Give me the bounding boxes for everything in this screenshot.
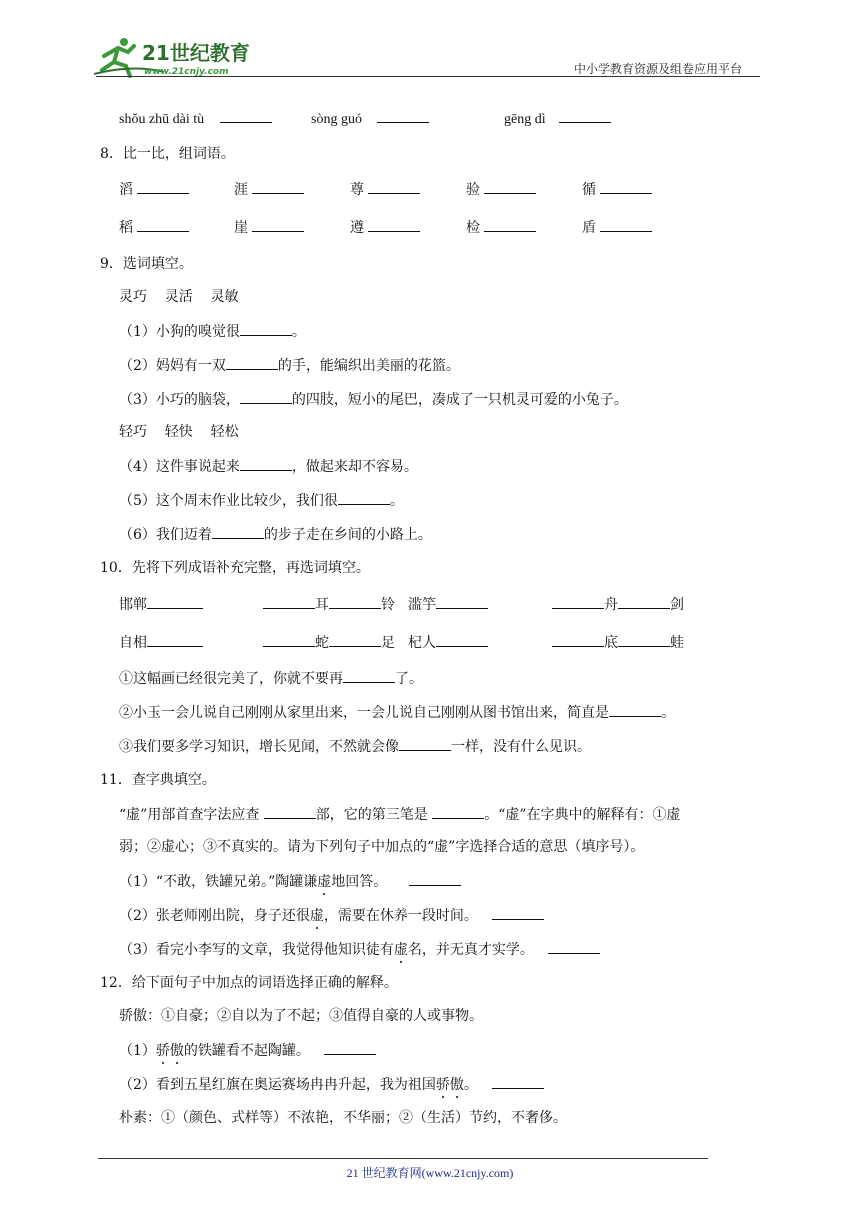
text: 不真实的。请为下列句子中加点的“虚”字选择合适的意思（填序号）。 (217, 839, 645, 855)
circled-number: ③ (119, 739, 133, 755)
footer-text[interactable]: 21 世纪教育网(www.21cnjy.com) (346, 1166, 514, 1180)
char: 尊 (350, 182, 364, 198)
idiom-4 (552, 594, 684, 615)
answer-blank[interactable] (600, 179, 652, 194)
text: 。 (463, 1077, 478, 1093)
q8-row2-item (234, 217, 304, 238)
text: 虚心； (161, 839, 203, 855)
text: 虚 (666, 807, 681, 823)
text: 了。 (395, 671, 423, 687)
answer-blank[interactable] (329, 632, 381, 647)
q11-sentence-1 (119, 871, 461, 892)
text: 自以为了不起； (231, 1008, 329, 1024)
answer-blank[interactable] (492, 1074, 544, 1089)
circled-number: ③ (203, 839, 217, 855)
char: 循 (582, 182, 596, 198)
q8-row1-item (582, 179, 652, 200)
text: 铃 (381, 597, 395, 613)
answer-blank[interactable] (240, 389, 292, 404)
q8-row2-item (466, 217, 536, 238)
q8-row2-item (119, 217, 189, 238)
text: 朴素： (119, 1110, 161, 1126)
answer-blank[interactable] (609, 702, 661, 717)
answer-blank[interactable] (492, 905, 544, 920)
pinyin-2: sòng guó (311, 112, 362, 127)
q8-title: 8．比一比，组词语。 (100, 146, 235, 162)
answer-blank[interactable] (220, 108, 272, 123)
answer-blank[interactable] (432, 804, 484, 819)
header-platform-text: 中小学教育资源及组卷应用平台 (574, 62, 743, 76)
text: 滥竽 (408, 597, 436, 613)
answer-blank[interactable] (263, 594, 315, 609)
dotted-char: 傲 (169, 1043, 184, 1059)
text: （1）小狗的嗅觉很 (119, 324, 240, 340)
text: 自豪； (175, 1008, 217, 1024)
text: 。“虚”在字典中的解释有： (484, 807, 653, 823)
text: 的手，能编织出美丽的花篮。 (277, 358, 460, 374)
text: ，需要在休养一段时间。 (323, 908, 478, 924)
q10-sentence-1 (119, 668, 423, 689)
char: 验 (466, 182, 480, 198)
text: 值得自豪的人或事物。 (343, 1008, 483, 1024)
answer-blank[interactable] (548, 939, 600, 954)
idiom-3 (408, 594, 488, 615)
text: 这幅画已经很完美了，你就不要再 (133, 671, 343, 687)
q8-row1-item (466, 179, 536, 200)
answer-blank[interactable] (252, 217, 304, 232)
dotted-char: 骄 (155, 1043, 170, 1059)
text: （3）小巧的脑袋， (119, 392, 240, 408)
text: （2）看到五星红旗在奥运赛场冉冉升起，我为祖国 (119, 1077, 436, 1093)
q11-line-1 (119, 804, 681, 825)
text: 的步子走在乡间的小路上。 (263, 527, 432, 543)
idiom-5 (119, 632, 203, 653)
char: 遵 (350, 220, 364, 236)
text: 。 (291, 324, 306, 340)
q12-def-1 (119, 1006, 483, 1026)
answer-blank[interactable] (600, 217, 652, 232)
q8-row1-item (350, 179, 420, 200)
text: 名，并无真才实学。 (407, 942, 534, 958)
text: 邯郸 (119, 597, 147, 613)
q11-sentence-3 (119, 939, 600, 960)
text: （5）这个周末作业比较少，我们很 (119, 493, 338, 509)
q9-sentence-6 (119, 524, 432, 545)
answer-blank[interactable] (137, 179, 189, 194)
answer-blank[interactable] (399, 736, 451, 751)
text: （2）妈妈有一双 (119, 358, 226, 374)
q10-sentence-2 (119, 702, 675, 723)
q8-row2-item (582, 217, 652, 238)
circled-number: ② (217, 1008, 231, 1024)
answer-blank[interactable] (484, 217, 536, 232)
q8-row1-item (119, 179, 189, 200)
text: 杞人 (408, 635, 436, 651)
text: 蛇 (315, 635, 329, 651)
text: 舟 (604, 597, 618, 613)
text: （2）张老师刚出院，身子还很 (119, 908, 310, 924)
text: （颜色、式样等）不浓艳，不华丽； (175, 1110, 399, 1126)
q12-sentence-1 (119, 1040, 376, 1061)
answer-blank[interactable] (368, 217, 420, 232)
answer-blank[interactable] (559, 108, 611, 123)
answer-blank[interactable] (137, 217, 189, 232)
answer-blank[interactable] (552, 594, 604, 609)
answer-blank[interactable] (252, 179, 304, 194)
q10-title: 10．先将下列成语补充完整，再选词填空。 (100, 560, 370, 576)
q12-sentence-2 (119, 1074, 544, 1095)
circled-number: ② (119, 705, 133, 721)
answer-blank[interactable] (343, 668, 395, 683)
text: 弱； (119, 839, 147, 855)
text: （1）“不敢，铁罐兄弟。”陶罐谦 (119, 874, 318, 890)
text: （4）这件事说起来 (119, 459, 240, 475)
circled-number: ① (161, 1008, 175, 1024)
text: 一样，没有什么见识。 (451, 739, 591, 755)
answer-blank[interactable] (618, 632, 670, 647)
logo-url-text: www.21cnjy.com (144, 67, 229, 77)
q9-sentence-4 (119, 456, 418, 477)
q9-word-options-2: 轻巧 轻快 轻松 (119, 424, 239, 440)
answer-blank[interactable] (552, 632, 604, 647)
text: 的四肢，短小的尾巴，凑成了一只机灵可爱的小兔子。 (291, 392, 628, 408)
text: （3）看完小李写的文章，我觉得他知识徒有 (119, 942, 394, 958)
answer-blank[interactable] (324, 1040, 376, 1055)
circled-number: ③ (329, 1008, 343, 1024)
text: 小玉一会儿说自己刚刚从家里出来，一会儿说自己刚刚从图书馆出来，简直是 (133, 705, 609, 721)
idiom-1 (119, 594, 203, 615)
text: 自相 (119, 635, 147, 651)
pinyin-1: shǒu zhū dài tù (119, 112, 205, 127)
q12-def-2 (119, 1108, 567, 1128)
text: 地回答。 (331, 874, 388, 890)
dotted-char: 傲 (449, 1077, 464, 1093)
text: （生活）节约，不奢侈。 (413, 1110, 567, 1126)
q8-row1-item (234, 179, 304, 200)
circled-number: ① (161, 1110, 175, 1126)
circled-number: ② (147, 839, 161, 855)
answer-blank[interactable] (329, 594, 381, 609)
site-logo (94, 34, 260, 78)
text: 的铁罐看不起陶罐。 (183, 1043, 310, 1059)
char: 检 (466, 220, 480, 236)
text: 剑 (670, 597, 684, 613)
answer-blank[interactable] (212, 524, 264, 539)
dotted-char: 虚 (393, 942, 408, 958)
answer-blank[interactable] (240, 456, 292, 471)
pinyin-row (119, 108, 272, 130)
idiom-2 (263, 594, 395, 615)
q9-sentence-5 (119, 490, 404, 511)
answer-blank[interactable] (263, 632, 315, 647)
pinyin-item-3 (504, 108, 611, 130)
answer-blank[interactable] (618, 594, 670, 609)
char: 稻 (119, 220, 133, 236)
text: 部，它的第三笔是 (315, 807, 433, 823)
text: 。 (661, 705, 675, 721)
q11-line-2 (119, 837, 644, 857)
answer-blank[interactable] (436, 632, 488, 647)
q9-word-options-1: 灵巧 灵活 灵敏 (119, 289, 239, 305)
footer-divider (98, 1158, 708, 1159)
text: 耳 (315, 597, 329, 613)
text: “虚”用部首查字法应查 (119, 807, 264, 823)
logo-main-text: 21世纪教育 (142, 41, 250, 65)
answer-blank[interactable] (240, 321, 292, 336)
text: （1） (119, 1043, 156, 1059)
dotted-char: 虚 (317, 874, 332, 890)
q9-sentence-1 (119, 321, 306, 342)
answer-blank[interactable] (338, 490, 390, 505)
answer-blank[interactable] (368, 179, 420, 194)
circled-number: ① (652, 807, 667, 823)
pinyin-3: gēng dì (504, 112, 546, 127)
text: 。 (389, 493, 404, 509)
q8-row2-item (350, 217, 420, 238)
text: 蛙 (670, 635, 684, 651)
text: 骄傲： (119, 1008, 161, 1024)
q9-sentence-3 (119, 389, 628, 410)
q9-title: 9．选词填空。 (100, 256, 193, 272)
answer-blank[interactable] (226, 355, 278, 370)
answer-blank[interactable] (409, 871, 461, 886)
dotted-char: 虚 (309, 908, 324, 924)
circled-number: ① (119, 671, 133, 687)
answer-blank[interactable] (377, 108, 429, 123)
pinyin-item-2 (311, 108, 429, 130)
q11-title: 11．查字典填空。 (100, 772, 216, 788)
q9-sentence-2 (119, 355, 460, 376)
char: 滔 (119, 182, 133, 198)
answer-blank[interactable] (147, 632, 203, 647)
answer-blank[interactable] (436, 594, 488, 609)
text: ，做起来却不容易。 (291, 459, 418, 475)
idiom-6 (263, 632, 395, 653)
answer-blank[interactable] (484, 179, 536, 194)
header-divider (96, 76, 760, 77)
text: 底 (604, 635, 618, 651)
text: 我们要多学习知识，增长见闻，不然就会像 (133, 739, 399, 755)
q12-title: 12．给下面句子中加点的词语选择正确的解释。 (100, 975, 398, 991)
char: 盾 (582, 220, 596, 236)
text: 足 (381, 635, 395, 651)
idiom-8 (552, 632, 684, 653)
circled-number: ② (399, 1110, 413, 1126)
q11-sentence-2 (119, 905, 544, 926)
dotted-char: 骄 (435, 1077, 450, 1093)
q10-sentence-3 (119, 736, 591, 757)
char: 崖 (234, 220, 248, 236)
text: （6）我们迈着 (119, 527, 212, 543)
char: 涯 (234, 182, 248, 198)
answer-blank[interactable] (147, 594, 203, 609)
answer-blank[interactable] (264, 804, 316, 819)
idiom-7 (408, 632, 488, 653)
